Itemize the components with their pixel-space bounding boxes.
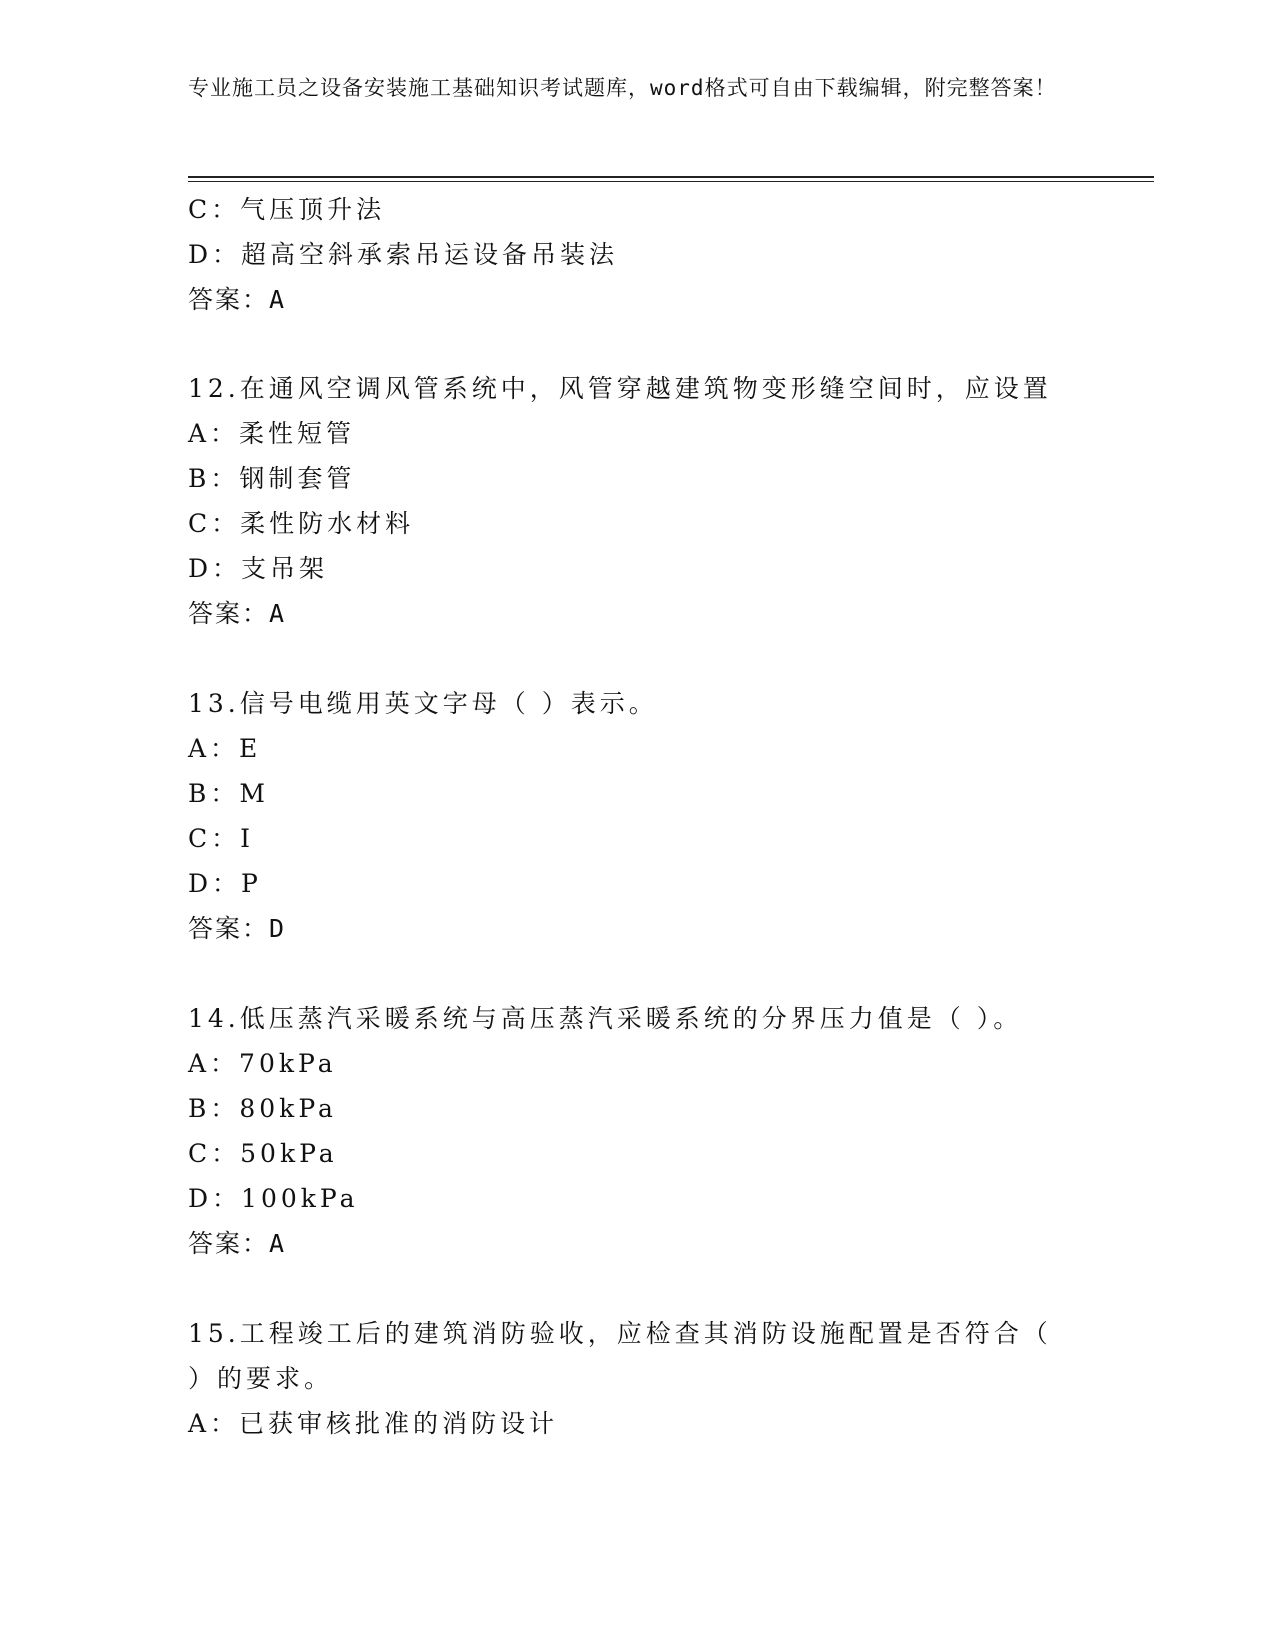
option-c: C：50kPa	[188, 1139, 338, 1168]
answer-line	[188, 1229, 286, 1259]
question-13: 13.信号电缆用英文字母（ ）表示。	[188, 689, 658, 718]
answer-value: D	[269, 914, 287, 943]
header-rule-thick	[188, 176, 1154, 178]
option-d: D：P	[188, 869, 262, 898]
option-b: B：M	[188, 779, 269, 808]
answer-label: 答案：	[188, 285, 270, 314]
option-a: A：已获审核批准的消防设计	[188, 1409, 559, 1438]
question-15: 15.工程竣工后的建筑消防验收，应检查其消防设施配置是否符合（	[188, 1319, 1052, 1348]
header-rule-thin	[188, 181, 1154, 182]
answer-label: 答案：	[188, 914, 270, 943]
question-15-continued: ）的要求。	[188, 1364, 334, 1393]
answer-line	[188, 599, 286, 629]
answer-value: A	[269, 285, 287, 314]
answer-value: A	[269, 599, 287, 628]
option-d: D：超高空斜承索吊运设备吊装法	[188, 240, 619, 269]
answer-label: 答案：	[188, 599, 270, 628]
option-b: B：钢制套管	[188, 464, 356, 493]
option-a: A：柔性短管	[188, 419, 356, 448]
option-c: C：I	[188, 824, 255, 853]
answer-line	[188, 914, 286, 944]
answer-label: 答案：	[188, 1229, 270, 1258]
question-14: 14.低压蒸汽采暖系统与高压蒸汽采暖系统的分界压力值是（ ）。	[188, 1004, 1023, 1033]
option-d: D：100kPa	[188, 1184, 359, 1213]
answer-line	[188, 285, 286, 315]
question-12: 12.在通风空调风管系统中，风管穿越建筑物变形缝空间时，应设置	[188, 374, 1052, 403]
option-c: C：柔性防水材料	[188, 509, 415, 538]
option-d: D：支吊架	[188, 554, 329, 583]
answer-value: A	[269, 1229, 287, 1258]
option-a: A：70kPa	[188, 1049, 337, 1078]
option-c: C：气压顶升法	[188, 195, 386, 224]
option-a: A：E	[188, 734, 262, 763]
option-b: B：80kPa	[188, 1094, 337, 1123]
document-header: 专业施工员之设备安装施工基础知识考试题库，word格式可自由下载编辑，附完整答案！	[188, 76, 1057, 100]
